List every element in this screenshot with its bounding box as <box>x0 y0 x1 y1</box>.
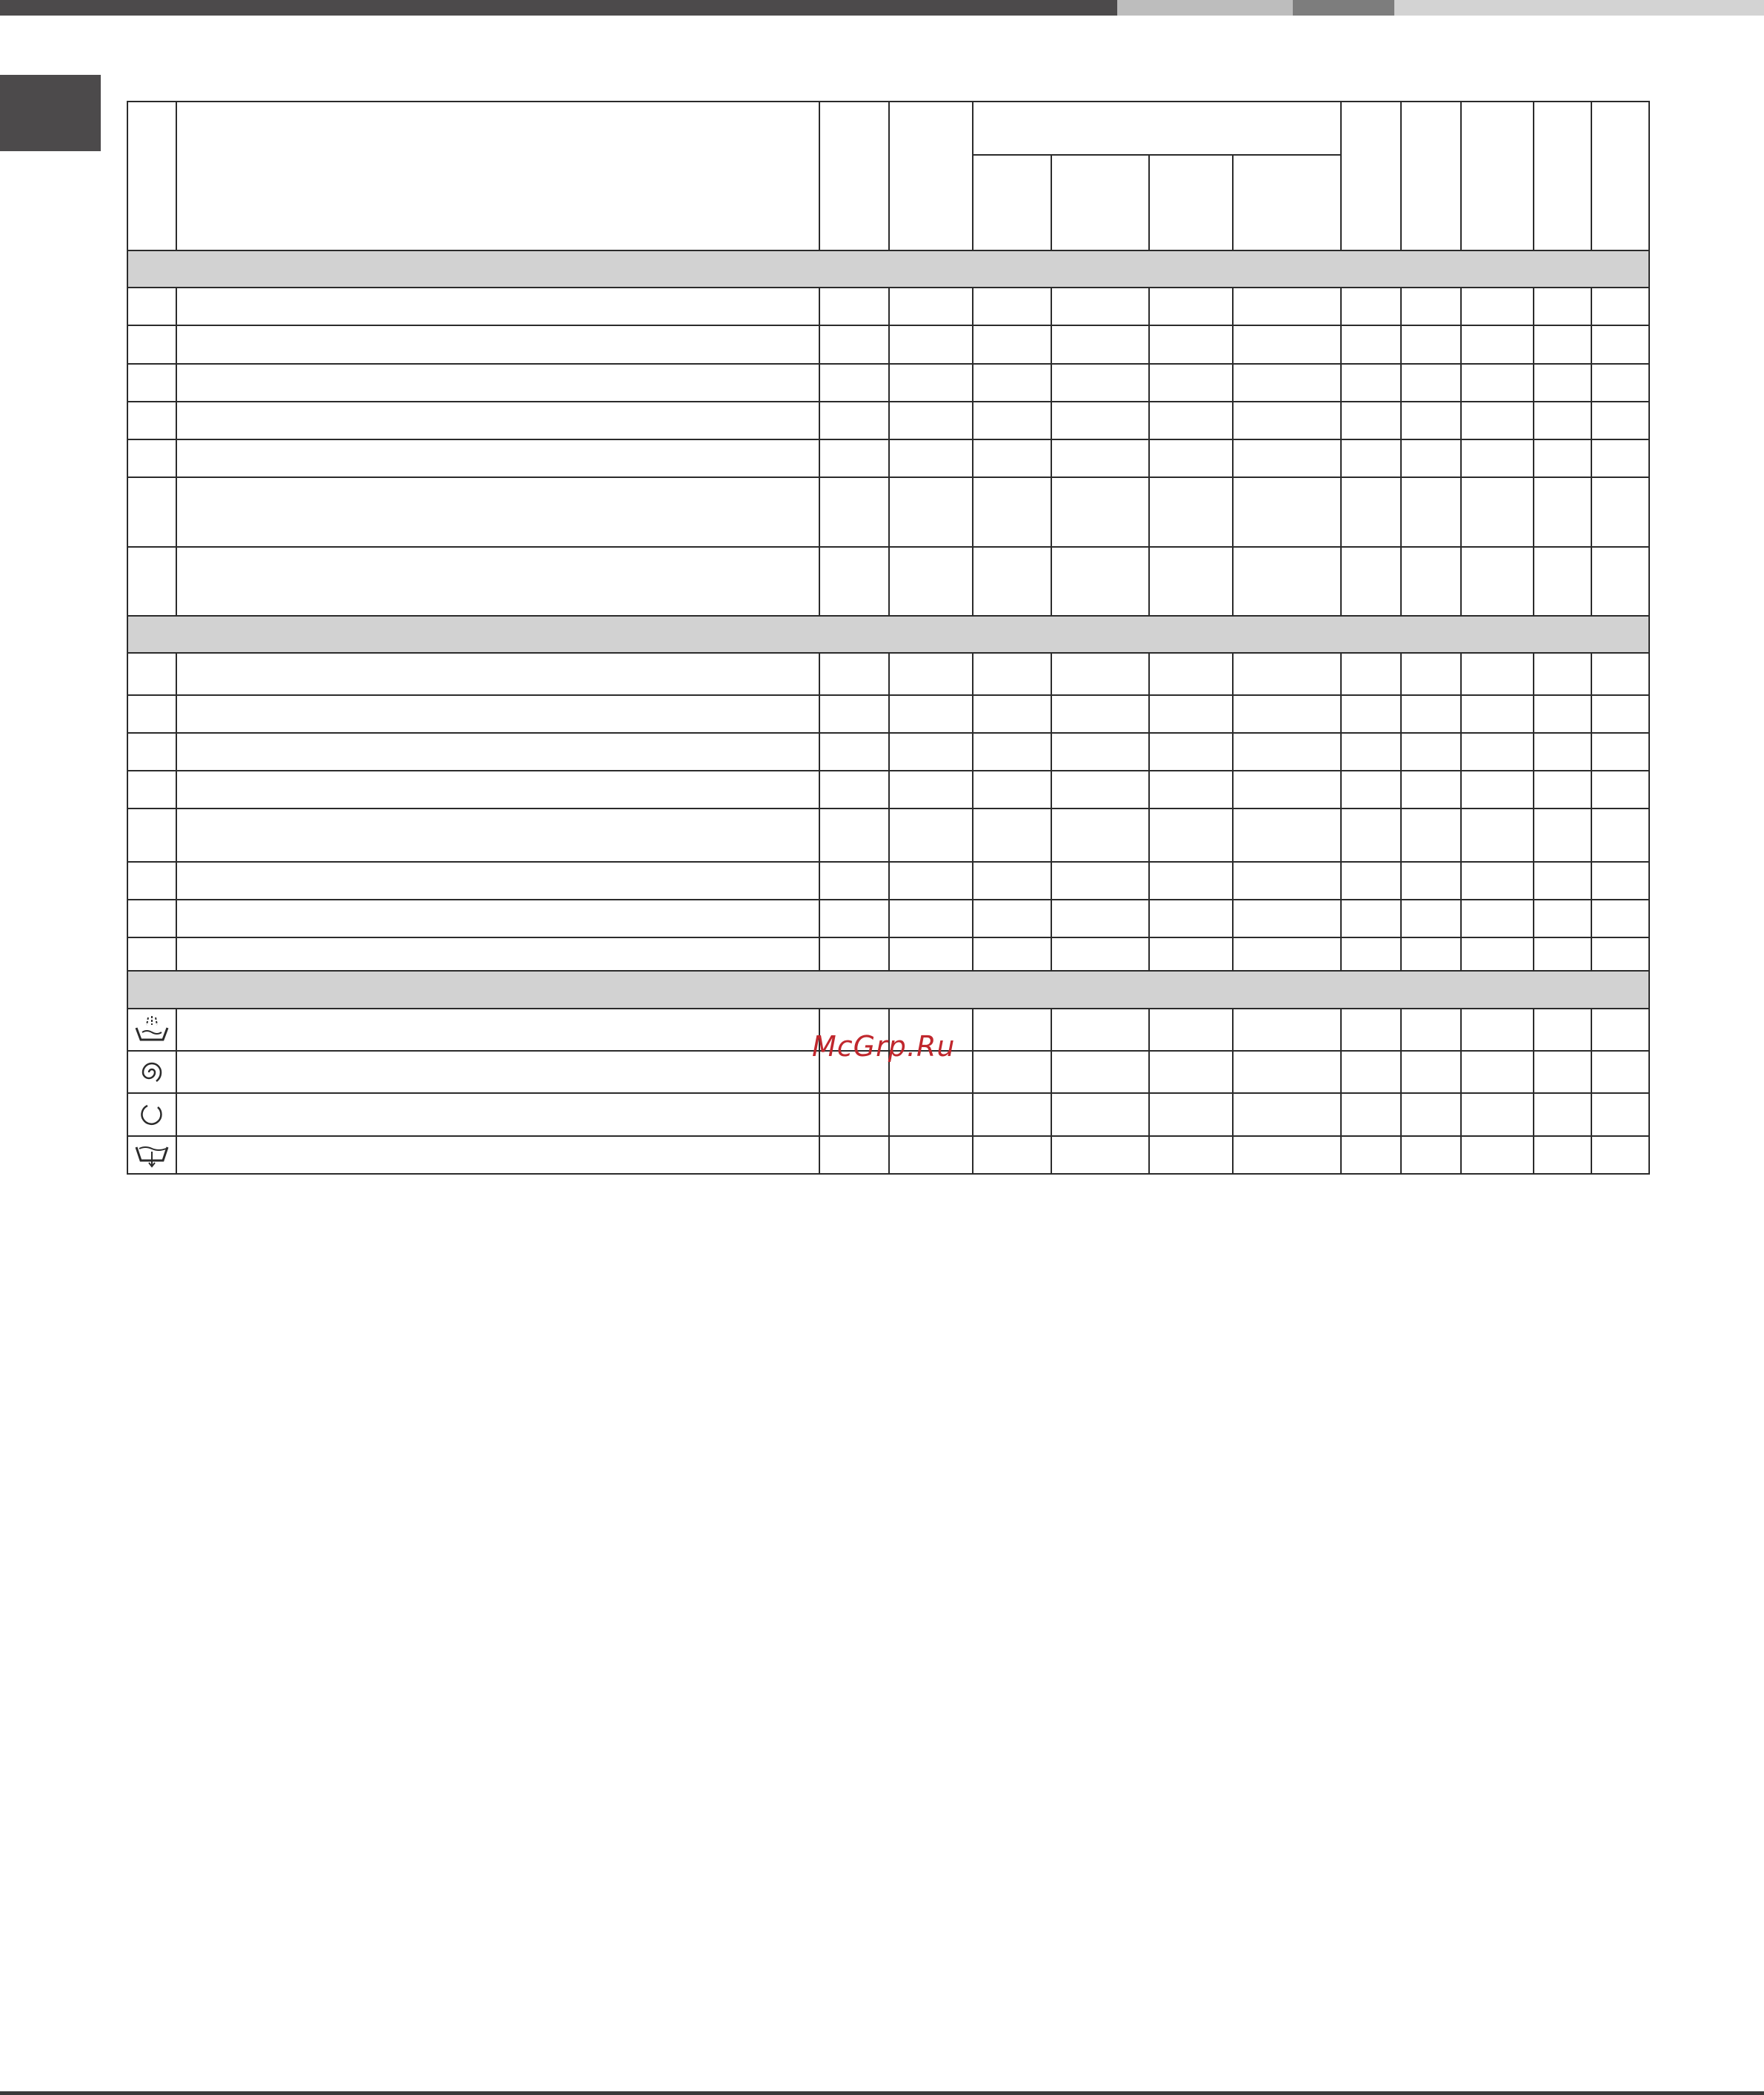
table-cell <box>1591 439 1649 477</box>
table-cell <box>1149 364 1233 402</box>
header-cell <box>1461 102 1534 250</box>
table-cell <box>1149 439 1233 477</box>
table-cell <box>973 364 1051 402</box>
table-cell <box>819 1136 889 1175</box>
table-cell <box>127 771 176 809</box>
table-cell <box>819 325 889 363</box>
table-cell <box>1534 862 1591 900</box>
table-cell <box>1233 733 1341 771</box>
table-row <box>127 733 1649 771</box>
table-row <box>127 477 1649 546</box>
table-cell <box>176 1093 819 1135</box>
table-cell <box>127 439 176 477</box>
table-cell <box>1051 1051 1149 1093</box>
table-cell <box>1341 1051 1401 1093</box>
table-cell <box>1534 1009 1591 1051</box>
header-bar-segment-pale <box>1394 0 1764 16</box>
table-row <box>127 862 1649 900</box>
table-row <box>127 325 1649 363</box>
table-cell <box>1591 862 1649 900</box>
table-cell <box>1341 1136 1401 1175</box>
table-cell <box>1051 547 1149 616</box>
table-cell <box>1461 1093 1534 1135</box>
table-cell <box>1341 288 1401 325</box>
delicate-spin-icon <box>137 1100 167 1129</box>
table-cell <box>1233 1136 1341 1175</box>
table-row <box>127 547 1649 616</box>
table-cell <box>176 937 819 971</box>
table-cell <box>973 1009 1051 1051</box>
table-cell <box>1149 1051 1233 1093</box>
table-cell <box>1461 547 1534 616</box>
table-cell <box>973 733 1051 771</box>
table-cell <box>973 288 1051 325</box>
table-cell <box>1534 402 1591 439</box>
table-cell <box>1341 325 1401 363</box>
rinse-icon-cell <box>127 1009 176 1051</box>
table-cell <box>1591 937 1649 971</box>
table-cell <box>973 900 1051 937</box>
group-band <box>127 971 1649 1008</box>
table-cell <box>1051 733 1149 771</box>
table-cell <box>1401 733 1461 771</box>
table-cell <box>1591 325 1649 363</box>
table-row <box>127 288 1649 325</box>
table-cell <box>1401 1009 1461 1051</box>
table-cell <box>1233 900 1341 937</box>
table-cell <box>176 1009 819 1051</box>
table-cell <box>1341 733 1401 771</box>
table-cell <box>1401 900 1461 937</box>
table-cell <box>1341 402 1401 439</box>
table-cell <box>1461 1009 1534 1051</box>
header-bar-segment-mid <box>1293 0 1394 16</box>
table-cell <box>1149 809 1233 861</box>
table-cell <box>1149 862 1233 900</box>
table-cell <box>176 695 819 733</box>
table-cell <box>889 900 973 937</box>
table-cell <box>1149 1136 1233 1175</box>
table-cell <box>1401 937 1461 971</box>
table-cell <box>819 862 889 900</box>
group-band-row <box>127 250 1649 288</box>
table-cell <box>889 477 973 546</box>
table-cell <box>973 862 1051 900</box>
table-cell <box>1534 695 1591 733</box>
table-cell <box>127 900 176 937</box>
table-cell <box>819 477 889 546</box>
table-cell <box>819 771 889 809</box>
table-cell <box>1534 1051 1591 1093</box>
table-cell <box>819 288 889 325</box>
table-cell <box>1149 1093 1233 1135</box>
drain-icon-cell <box>127 1136 176 1175</box>
table-cell <box>1401 809 1461 861</box>
table-cell <box>1051 288 1149 325</box>
table-cell <box>889 937 973 971</box>
table-cell <box>1461 477 1534 546</box>
table-cell <box>1534 364 1591 402</box>
header-cell-group <box>973 102 1341 155</box>
table-cell <box>1233 547 1341 616</box>
group-band <box>127 250 1649 288</box>
table-cell <box>1149 771 1233 809</box>
table-cell <box>127 862 176 900</box>
table-row <box>127 402 1649 439</box>
table-cell <box>176 439 819 477</box>
table-cell <box>1591 477 1649 546</box>
table-cell <box>1149 695 1233 733</box>
table-cell <box>973 937 1051 971</box>
table-cell <box>1534 325 1591 363</box>
table-cell <box>1591 1051 1649 1093</box>
table-cell <box>176 733 819 771</box>
table-cell <box>1341 900 1401 937</box>
table-cell <box>973 402 1051 439</box>
table-cell <box>1149 937 1233 971</box>
table-cell <box>819 733 889 771</box>
table-cell <box>889 439 973 477</box>
table-cell <box>819 653 889 694</box>
table-cell <box>819 937 889 971</box>
table-cell <box>1534 733 1591 771</box>
table-cell <box>1149 477 1233 546</box>
wash-programmes-table <box>127 101 1650 1175</box>
rinse-icon <box>133 1015 170 1044</box>
table-cell <box>176 288 819 325</box>
table-row <box>127 439 1649 477</box>
table-cell <box>1534 653 1591 694</box>
table-cell <box>1233 477 1341 546</box>
table-cell <box>1401 547 1461 616</box>
table-cell <box>1341 1093 1401 1135</box>
table-cell <box>176 900 819 937</box>
table-cell <box>1149 733 1233 771</box>
table-cell <box>1401 695 1461 733</box>
header-bar-segment-dark <box>0 0 1117 16</box>
table-cell <box>1401 288 1461 325</box>
group-band <box>127 616 1649 653</box>
table-cell <box>819 402 889 439</box>
table-row <box>127 364 1649 402</box>
table-cell <box>819 695 889 733</box>
table-cell <box>973 1136 1051 1175</box>
table-cell <box>127 653 176 694</box>
table-cell <box>1233 1093 1341 1135</box>
table-cell <box>1233 695 1341 733</box>
table-cell <box>889 325 973 363</box>
table-cell <box>1461 402 1534 439</box>
table-cell <box>1341 809 1401 861</box>
table-cell <box>1401 325 1461 363</box>
table-cell <box>973 1051 1051 1093</box>
table-cell <box>819 809 889 861</box>
table-cell <box>127 288 176 325</box>
table-cell <box>1591 547 1649 616</box>
table-cell <box>1591 1136 1649 1175</box>
table-cell <box>1591 809 1649 861</box>
table-cell <box>1233 937 1341 971</box>
table-cell <box>127 695 176 733</box>
table-cell <box>176 325 819 363</box>
table-cell <box>1149 325 1233 363</box>
table-cell <box>1534 900 1591 937</box>
table-cell <box>1401 439 1461 477</box>
table-cell <box>1461 771 1534 809</box>
table-cell <box>1233 364 1341 402</box>
subheader-cell <box>973 155 1051 250</box>
table-cell <box>889 653 973 694</box>
table-cell <box>819 364 889 402</box>
table-cell <box>1591 653 1649 694</box>
table-cell <box>819 900 889 937</box>
header-cell <box>1534 102 1591 250</box>
table-cell <box>127 364 176 402</box>
table-cell <box>1051 325 1149 363</box>
header-cell <box>1341 102 1401 250</box>
subheader-cell <box>1051 155 1149 250</box>
table-cell <box>176 653 819 694</box>
subheader-cell <box>1233 155 1341 250</box>
table-cell <box>819 547 889 616</box>
table-cell <box>1233 402 1341 439</box>
table-cell <box>176 771 819 809</box>
table-cell <box>1461 1051 1534 1093</box>
table-cell <box>1461 325 1534 363</box>
table-cell <box>176 364 819 402</box>
table-cell <box>1534 809 1591 861</box>
table-cell <box>1051 1093 1149 1135</box>
table-cell <box>1401 771 1461 809</box>
table-cell <box>176 862 819 900</box>
table-cell <box>973 1093 1051 1135</box>
table-cell <box>973 439 1051 477</box>
table-row <box>127 771 1649 809</box>
table-cell <box>819 439 889 477</box>
table-cell <box>1233 288 1341 325</box>
table-cell <box>973 695 1051 733</box>
table-cell <box>1591 1009 1649 1051</box>
table-cell <box>1233 1009 1341 1051</box>
table-cell <box>1401 653 1461 694</box>
table-cell <box>1591 1093 1649 1135</box>
table-cell <box>1461 1136 1534 1175</box>
table-header-row <box>127 102 1649 155</box>
table-cell <box>1401 1051 1461 1093</box>
table-cell <box>176 1051 819 1093</box>
table-cell <box>1461 653 1534 694</box>
table-cell <box>973 809 1051 861</box>
table-cell <box>127 325 176 363</box>
table-cell <box>176 477 819 546</box>
header-cell <box>1591 102 1649 250</box>
table-cell <box>1149 288 1233 325</box>
table-cell <box>1461 364 1534 402</box>
table-cell <box>1591 288 1649 325</box>
table-cell <box>1591 402 1649 439</box>
table-cell <box>1341 937 1401 971</box>
table-cell <box>1341 771 1401 809</box>
header-cell <box>819 102 889 250</box>
table-cell <box>1534 1136 1591 1175</box>
table-cell <box>1401 862 1461 900</box>
table-cell <box>1051 1009 1149 1051</box>
table-cell <box>1051 653 1149 694</box>
bottom-rule <box>0 2091 1764 2095</box>
language-side-tab <box>0 75 101 151</box>
table-cell <box>1461 862 1534 900</box>
table-cell <box>889 695 973 733</box>
table-cell <box>819 1093 889 1135</box>
table-cell <box>889 547 973 616</box>
table-row <box>127 900 1649 937</box>
table-cell <box>1591 733 1649 771</box>
header-cell <box>1401 102 1461 250</box>
group-band-row <box>127 616 1649 653</box>
table-cell <box>1341 695 1401 733</box>
table-cell <box>973 547 1051 616</box>
table-cell <box>1233 862 1341 900</box>
table-cell <box>127 402 176 439</box>
table-cell <box>1051 477 1149 546</box>
table-cell <box>1233 809 1341 861</box>
table-cell <box>1534 288 1591 325</box>
table-cell <box>1461 288 1534 325</box>
delicate-spin-icon-cell <box>127 1093 176 1135</box>
table-cell <box>1149 653 1233 694</box>
header-cell-description <box>176 102 819 250</box>
table-cell <box>1341 477 1401 546</box>
table-cell <box>1401 364 1461 402</box>
table-row <box>127 695 1649 733</box>
table-cell <box>1233 771 1341 809</box>
table-cell <box>1534 439 1591 477</box>
table-cell <box>889 288 973 325</box>
table-cell <box>1461 439 1534 477</box>
drain-icon <box>133 1140 170 1169</box>
table-cell <box>127 937 176 971</box>
table-cell <box>1461 733 1534 771</box>
table-cell <box>1051 439 1149 477</box>
table-cell <box>1341 439 1401 477</box>
table-cell <box>973 477 1051 546</box>
table-cell <box>1051 364 1149 402</box>
table-cell <box>1233 439 1341 477</box>
table-cell <box>1051 1136 1149 1175</box>
table-cell <box>889 1093 973 1135</box>
table-cell <box>1401 477 1461 546</box>
table-cell <box>889 862 973 900</box>
table-row <box>127 809 1649 861</box>
table-cell <box>889 809 973 861</box>
table-cell <box>973 325 1051 363</box>
table-cell <box>1591 364 1649 402</box>
table-cell <box>1534 771 1591 809</box>
table-cell <box>127 477 176 546</box>
table-cell <box>1341 653 1401 694</box>
table-cell <box>1401 1093 1461 1135</box>
table-cell <box>889 1136 973 1175</box>
table-cell <box>1051 695 1149 733</box>
table-cell <box>1534 477 1591 546</box>
table-cell <box>1591 695 1649 733</box>
table-cell <box>1341 364 1401 402</box>
table-cell <box>1051 771 1149 809</box>
table-cell <box>1401 402 1461 439</box>
table-cell <box>1534 1093 1591 1135</box>
table-cell <box>1341 547 1401 616</box>
table-cell <box>1051 402 1149 439</box>
table-cell <box>889 771 973 809</box>
table-cell <box>1401 1136 1461 1175</box>
table-row <box>127 937 1649 971</box>
table-row <box>127 1093 1649 1135</box>
table-cell <box>1149 900 1233 937</box>
header-bar-segment-light <box>1117 0 1293 16</box>
table-cell <box>1534 547 1591 616</box>
table-cell <box>1341 862 1401 900</box>
header-cell <box>889 102 973 250</box>
table-cell <box>1149 547 1233 616</box>
table-cell <box>1591 771 1649 809</box>
table-cell <box>1233 1051 1341 1093</box>
table-cell <box>1461 900 1534 937</box>
table-cell <box>1051 862 1149 900</box>
table-cell <box>973 653 1051 694</box>
table-cell <box>1534 937 1591 971</box>
table-cell <box>1233 325 1341 363</box>
table-cell <box>127 733 176 771</box>
table-cell <box>1591 900 1649 937</box>
table-cell <box>1149 1009 1233 1051</box>
table-cell <box>1341 1009 1401 1051</box>
table-cell <box>1461 695 1534 733</box>
table-cell <box>127 809 176 861</box>
watermark: McGrp.Ru <box>812 1030 956 1063</box>
table-cell <box>176 1136 819 1175</box>
group-band-row <box>127 971 1649 1008</box>
subheader-cell <box>1149 155 1233 250</box>
table-row <box>127 1136 1649 1175</box>
table-cell <box>1233 653 1341 694</box>
header-cell-number <box>127 102 176 250</box>
table-cell <box>1051 937 1149 971</box>
table-cell <box>176 402 819 439</box>
table-cell <box>176 547 819 616</box>
spin-icon <box>137 1058 167 1087</box>
table-cell <box>1051 809 1149 861</box>
table-cell <box>973 771 1051 809</box>
table-cell <box>176 809 819 861</box>
table-cell <box>1051 900 1149 937</box>
table-cell <box>127 547 176 616</box>
table-cell <box>889 364 973 402</box>
table-cell <box>889 733 973 771</box>
table-row <box>127 653 1649 694</box>
table-cell <box>1149 402 1233 439</box>
table-cell <box>1461 937 1534 971</box>
table-cell <box>1461 809 1534 861</box>
spin-icon-cell <box>127 1051 176 1093</box>
table-cell <box>889 402 973 439</box>
